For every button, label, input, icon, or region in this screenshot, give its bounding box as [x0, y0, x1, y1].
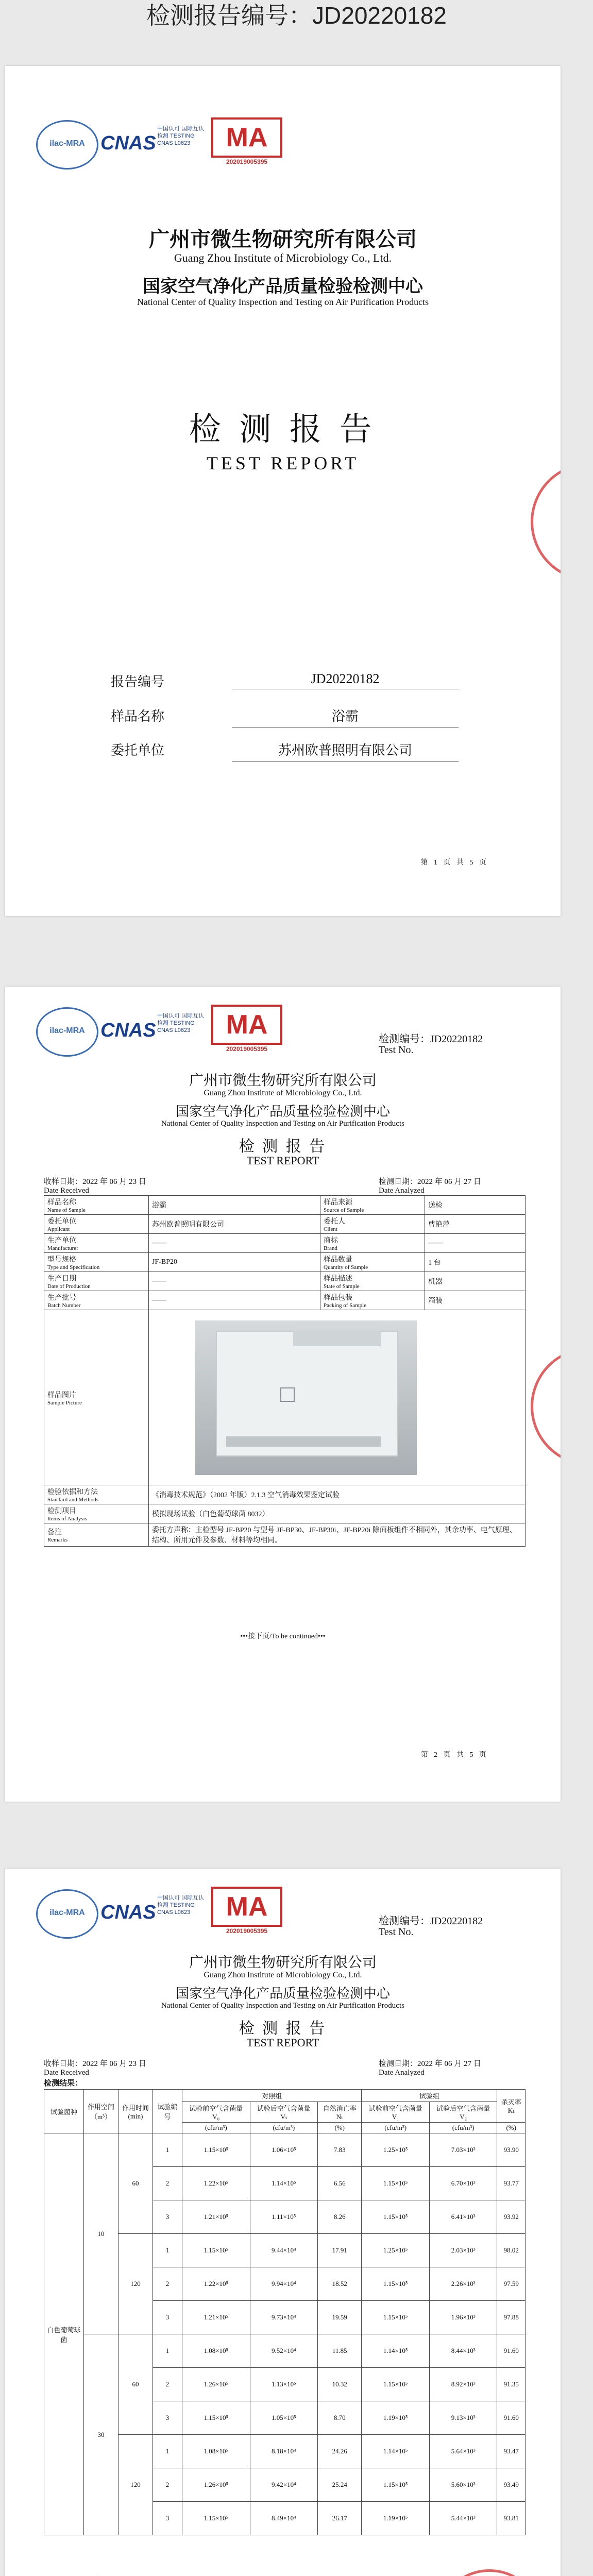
cell-label-en: Brand — [324, 1245, 337, 1251]
table-cell: 1.14×10⁵ — [362, 2334, 430, 2368]
unit-pct: (%) — [497, 2123, 526, 2133]
panel-logo — [280, 1387, 295, 1402]
table-cell: 8.18×10⁴ — [250, 2435, 318, 2468]
header-v0-symbol: V₀ — [212, 2113, 220, 2121]
date-received-cn: 收样日期：2022 年 06 月 23 日 — [44, 2060, 146, 2068]
cell-label: 检验依据和方法 — [47, 1488, 98, 1496]
header-test: 试验组 — [362, 2090, 497, 2102]
cell-label-en: Quantity of Sample — [324, 1264, 368, 1270]
table-cell: 1.14×10⁵ — [250, 2167, 318, 2200]
cell-space: 30 — [84, 2334, 118, 2535]
cell-label-en: Manufacturer — [47, 1245, 78, 1251]
logo-bar — [36, 1884, 325, 1941]
logo-bar — [36, 1002, 325, 1059]
table-cell: 17.91 — [318, 2234, 362, 2267]
unit-cfu: (cfu/m³) — [429, 2123, 497, 2133]
test-number-cn: 检测编号：JD20220182 — [379, 1916, 483, 1927]
header-kt-symbol: Kₜ — [507, 2107, 515, 2114]
date-analyzed — [379, 2058, 481, 2077]
cnas-logo: CNAS — [100, 132, 156, 154]
table-cell: 9.73×10⁴ — [250, 2301, 318, 2334]
cnas-logo: CNAS — [100, 1020, 156, 1041]
table-cell: 7.83 — [318, 2133, 362, 2167]
cell-value: 委托方声称：主检型号 JF-BP20 与型号 JF-BP30、JF-BP30i、JF-BP20i 除面板组件不相同外，其余功率、电气原理、结构、所用元件及参数、材料等均相同。 — [149, 1523, 526, 1547]
header-nt-symbol: Nₜ — [336, 2113, 343, 2121]
table-cell: 24.26 — [318, 2435, 362, 2468]
header-kt: 杀灭率 — [501, 2098, 521, 2106]
field-label: 报告编号 — [111, 674, 165, 689]
cnas-caption: 中国认可 国际互认 检测 TESTING CNAS L0623 — [157, 1013, 205, 1033]
table-cell: 18.52 — [318, 2267, 362, 2301]
sample-photo — [195, 1320, 417, 1475]
cell-value: 机器 — [425, 1272, 526, 1291]
center-name-cn: 国家空气净化产品质量检验检测中心 — [143, 277, 423, 296]
cell-label: 型号规格 — [47, 1256, 76, 1264]
header-vt: 试验后空气含菌量 — [257, 2105, 311, 2112]
cnas-caption: 中国认可 国际互认 检测 TESTING CNAS L0623 — [157, 1895, 205, 1916]
table-cell: 2.03×10³ — [429, 2234, 497, 2267]
cell-label-en: State of Sample — [324, 1283, 360, 1290]
table-cell: 93.77 — [497, 2167, 526, 2200]
cell-value: 浴霸 — [149, 1196, 320, 1215]
official-seal — [435, 2569, 544, 2576]
table-cell: 9.44×10⁴ — [250, 2234, 318, 2267]
cma-logo: MA — [211, 1005, 282, 1045]
cell-strain: 白色葡萄球菌 — [44, 2133, 84, 2535]
table-cell: 2 — [153, 2167, 182, 2200]
title-cn: 检 测 报 告 — [239, 1138, 327, 1155]
date-analyzed-en: Date Analyzed — [379, 2069, 425, 2077]
institute-name-cn: 广州市微生物研究所有限公司 — [189, 1955, 377, 1971]
table-row — [44, 2133, 526, 2167]
table-row — [44, 2334, 526, 2368]
institute-name-cn: 广州市微生物研究所有限公司 — [149, 228, 417, 251]
table-cell: 8.49×10⁴ — [250, 2502, 318, 2535]
table-cell: 1.21×10⁵ — [182, 2200, 250, 2234]
cell-label: 检测项目 — [47, 1507, 76, 1515]
cell-time: 120 — [118, 2435, 153, 2535]
date-received — [44, 1176, 146, 1195]
table-cell: 98.02 — [497, 2234, 526, 2267]
table-cell: 93.92 — [497, 2200, 526, 2234]
table-cell: 7.03×10³ — [429, 2133, 497, 2167]
cell-value: 模拟现场试验（白色葡萄球菌 8032） — [149, 1504, 526, 1523]
cnas-logo: CNAS — [100, 1902, 156, 1923]
results-label: 检测结果： — [44, 2079, 83, 2088]
table-cell: 1.15×10⁵ — [362, 2167, 430, 2200]
field-label: 委托单位 — [111, 743, 165, 758]
continued-note: •••接下页/To be continued••• — [240, 1633, 326, 1640]
table-cell: 1.25×10⁵ — [362, 2133, 430, 2167]
center-name-cn: 国家空气净化产品质量检验检测中心 — [175, 1986, 390, 2001]
header-vt-symbol: Vₜ — [280, 2113, 287, 2121]
cell-label-en: Applicant — [47, 1226, 70, 1232]
table-cell: 1.21×10⁵ — [182, 2301, 250, 2334]
cell-label-en: Remarks — [47, 1537, 68, 1543]
header-nt: 自然消亡率 — [323, 2105, 357, 2112]
table-cell: 5.64×10³ — [429, 2435, 497, 2468]
table-cell: 1.22×10⁵ — [182, 2267, 250, 2301]
table-cell: 8.44×10³ — [429, 2334, 497, 2368]
page-cover — [5, 66, 561, 916]
date-analyzed — [379, 1176, 481, 1195]
table-cell: 6.56 — [318, 2167, 362, 2200]
unit-cfu: (cfu/m³) — [362, 2123, 430, 2133]
institute-name-en: Guang Zhou Institute of Microbiology Co., Ltd. — [204, 1971, 362, 1979]
center-name-cn: 国家空气净化产品质量检验检测中心 — [175, 1104, 390, 1119]
table-cell: 9.42×10⁴ — [250, 2468, 318, 2502]
cell-label: 生产日期 — [47, 1275, 76, 1283]
cover-title-cn: 检 测 报 告 — [189, 412, 377, 447]
test-number-en: Test No. — [379, 1044, 414, 1056]
table-cell: 19.59 — [318, 2301, 362, 2334]
cell-label-en: Standard and Methods — [47, 1497, 98, 1503]
table-cell: 1.08×10⁵ — [182, 2334, 250, 2368]
cell-label: 样品数量 — [324, 1256, 352, 1264]
cell-label: 样品图片 — [47, 1391, 76, 1399]
table-cell: 1 — [153, 2133, 182, 2167]
cma-number: 202019005395 — [226, 1045, 268, 1053]
field-sample-name — [111, 701, 477, 727]
date-analyzed-en: Date Analyzed — [379, 1187, 425, 1195]
cma-logo: MA — [211, 1887, 282, 1927]
table-cell: 91.60 — [497, 2401, 526, 2435]
table-cell: 1.15×10⁵ — [182, 2133, 250, 2167]
table-cell: 5.60×10³ — [429, 2468, 497, 2502]
table-cell: 1 — [153, 2334, 182, 2368]
date-analyzed-cn: 检测日期：2022 年 06 月 27 日 — [379, 1178, 481, 1186]
table-cell: 93.81 — [497, 2502, 526, 2535]
cell-value: 苏州欧普照明有限公司 — [149, 1215, 320, 1234]
table-cell: 93.49 — [497, 2468, 526, 2502]
table-cell: 97.59 — [497, 2267, 526, 2301]
sample-picture-cell — [149, 1310, 526, 1485]
table-cell: 10.32 — [318, 2368, 362, 2401]
header-v1-symbol: V₁ — [392, 2113, 399, 2121]
viewer-title: 检测报告编号：JD20220182 — [146, 2, 447, 29]
table-cell: 26.17 — [318, 2502, 362, 2535]
table-cell: 1.13×10⁵ — [250, 2368, 318, 2401]
cma-number: 202019005395 — [226, 158, 268, 165]
cell-label: 生产批号 — [47, 1294, 76, 1302]
table-cell: 1.15×10⁵ — [362, 2368, 430, 2401]
table-cell: 1.26×10⁵ — [182, 2368, 250, 2401]
table-cell: 9.52×10⁴ — [250, 2334, 318, 2368]
cell-space: 10 — [84, 2133, 118, 2334]
table-cell: 1.15×10⁵ — [182, 2401, 250, 2435]
table-cell: 1.15×10⁵ — [362, 2200, 430, 2234]
header-strain: 试验菌种 — [44, 2090, 84, 2133]
cell-value: —— — [149, 1234, 320, 1253]
table-cell: 6.41×10³ — [429, 2200, 497, 2234]
table-cell: 93.90 — [497, 2133, 526, 2167]
table-cell: 1.15×10⁵ — [362, 2468, 430, 2502]
cell-label-en: Sample Picture — [47, 1399, 82, 1406]
table-cell: 97.88 — [497, 2301, 526, 2334]
ilac-mra-logo: ilac-MRA — [36, 1007, 98, 1057]
test-number-cn: 检测编号：JD20220182 — [379, 1033, 483, 1045]
table-cell: 1.19×10⁵ — [362, 2401, 430, 2435]
cell-value: —— — [149, 1291, 320, 1310]
cell-label-en: Items of Analysis — [47, 1516, 87, 1522]
cell-time: 120 — [118, 2234, 153, 2334]
header-v1: 试验前空气含菌量 — [368, 2105, 422, 2112]
table-cell: 8.92×10³ — [429, 2368, 497, 2401]
title-en: TEST REPORT — [246, 1154, 319, 1167]
ilac-mra-logo: ilac-MRA — [36, 120, 98, 170]
table-cell: 91.35 — [497, 2368, 526, 2401]
table-cell: 1.15×10⁵ — [362, 2301, 430, 2334]
unit-cfu: (cfu/m³) — [182, 2123, 250, 2133]
table-cell: 1.08×10⁵ — [182, 2435, 250, 2468]
cell-label-en: Date of Production — [47, 1283, 91, 1290]
cell-label: 样品描述 — [324, 1275, 352, 1283]
table-cell: 3 — [153, 2301, 182, 2334]
table-cell: 1.14×10⁵ — [362, 2435, 430, 2468]
cell-label: 样品名称 — [47, 1199, 76, 1207]
table-cell: 9.94×10⁴ — [250, 2267, 318, 2301]
cell-value: 送检 — [425, 1196, 526, 1215]
table-cell: 6.70×10³ — [429, 2167, 497, 2200]
table-cell: 2 — [153, 2267, 182, 2301]
date-received-en: Date Received — [44, 2069, 89, 2077]
field-report-no — [111, 666, 477, 693]
center-name-en: National Center of Quality Inspection and Testing on Air Purification Products — [161, 1120, 404, 1128]
header-time: 作用时间(min) — [118, 2090, 153, 2133]
unit-pct: (%) — [318, 2123, 362, 2133]
results-body — [44, 2133, 526, 2535]
cell-label: 备注 — [47, 1529, 62, 1536]
table-cell: 1.06×10⁵ — [250, 2133, 318, 2167]
table-cell: 1 — [153, 2435, 182, 2468]
cma-logo: MA — [211, 117, 282, 158]
cell-value: JF-BP20 — [149, 1253, 320, 1272]
panel-grille — [226, 1436, 381, 1447]
table-cell: 1.15×10⁵ — [182, 2234, 250, 2267]
header-no: 试验编号 — [153, 2090, 182, 2133]
page-results — [5, 1869, 561, 2576]
cell-value: —— — [149, 1272, 320, 1291]
logo-bar — [36, 115, 325, 172]
cell-label: 样品包装 — [324, 1294, 352, 1302]
table-cell: 2.26×10³ — [429, 2267, 497, 2301]
table-cell: 1.11×10⁵ — [250, 2200, 318, 2234]
table-cell: 3 — [153, 2401, 182, 2435]
results-table — [44, 2089, 526, 2535]
table-cell: 93.47 — [497, 2435, 526, 2468]
date-received — [44, 2058, 146, 2077]
cell-label: 委托人 — [324, 1218, 345, 1226]
table-cell: 1.15×10⁵ — [182, 2502, 250, 2535]
cell-label-en: Name of Sample — [47, 1207, 86, 1213]
date-received-en: Date Received — [44, 1187, 89, 1195]
cell-value: 曹艳萍 — [425, 1215, 526, 1234]
cell-value: 箱装 — [425, 1291, 526, 1310]
ilac-mra-logo: ilac-MRA — [36, 1889, 98, 1939]
cell-time: 60 — [118, 2334, 153, 2435]
center-name-en: National Center of Quality Inspection and Testing on Air Purification Products — [137, 297, 429, 307]
header-v0: 试验前空气含菌量 — [189, 2105, 243, 2112]
unit-cfu: (cfu/m³) — [250, 2123, 318, 2133]
table-cell: 25.24 — [318, 2468, 362, 2502]
center-name-en: National Center of Quality Inspection and Testing on Air Purification Products — [161, 2002, 404, 2010]
page-number: 第 1 页 共 5 页 — [420, 859, 488, 867]
table-cell: 1 — [153, 2234, 182, 2267]
cover-title-en: TEST REPORT — [206, 453, 360, 473]
table-cell: 1.19×10⁵ — [362, 2502, 430, 2535]
table-cell: 3 — [153, 2200, 182, 2234]
title-en: TEST REPORT — [246, 2036, 319, 2049]
table-cell: 8.70 — [318, 2401, 362, 2435]
cell-label: 样品来源 — [324, 1199, 352, 1207]
header-control: 对照组 — [182, 2090, 362, 2102]
cell-label: 商标 — [324, 1237, 338, 1245]
cell-label: 委托单位 — [47, 1218, 76, 1226]
field-label: 样品名称 — [111, 709, 165, 724]
cell-value: —— — [425, 1234, 526, 1253]
table-cell: 3 — [153, 2502, 182, 2535]
table-cell: 8.26 — [318, 2200, 362, 2234]
field-value: 浴霸 — [232, 706, 459, 727]
seam-stamp — [531, 1347, 561, 1466]
cell-value: 1 台 — [425, 1253, 526, 1272]
cma-number: 202019005395 — [226, 1927, 268, 1935]
table-cell: 1.96×10³ — [429, 2301, 497, 2334]
cnas-caption: 中国认可 国际互认 检测 TESTING CNAS L0623 — [157, 126, 205, 146]
page-sample-info — [5, 987, 561, 1802]
panel-vent — [293, 1331, 381, 1346]
field-value: JD20220182 — [232, 671, 459, 689]
table-cell: 1.05×10⁵ — [250, 2401, 318, 2435]
field-applicant — [111, 735, 477, 761]
table-cell: 11.85 — [318, 2334, 362, 2368]
cell-label-en: Client — [324, 1226, 337, 1232]
table-cell: 1.22×10⁵ — [182, 2167, 250, 2200]
title-cn: 检 测 报 告 — [239, 2020, 327, 2037]
header-v2-symbol: V₂ — [460, 2113, 467, 2121]
institute-name-en: Guang Zhou Institute of Microbiology Co., Ltd. — [174, 251, 392, 264]
test-number-en: Test No. — [379, 1926, 414, 1938]
date-analyzed-cn: 检测日期：2022 年 06 月 27 日 — [379, 2060, 481, 2068]
cell-time: 60 — [118, 2133, 153, 2234]
seam-stamp — [531, 463, 561, 581]
table-cell: 1.26×10⁵ — [182, 2468, 250, 2502]
cell-label-en: Type and Specification — [47, 1264, 100, 1270]
cell-label-en: Packing of Sample — [324, 1302, 367, 1309]
cell-label-en: Source of Sample — [324, 1207, 364, 1213]
table-cell: 2 — [153, 2468, 182, 2502]
field-value: 苏州欧普照明有限公司 — [232, 740, 459, 761]
date-received-cn: 收样日期：2022 年 06 月 23 日 — [44, 1178, 146, 1186]
table-cell: 1.25×10⁵ — [362, 2234, 430, 2267]
table-cell: 91.60 — [497, 2334, 526, 2368]
header-space: 作用空间（m³） — [84, 2090, 118, 2133]
cell-label: 生产单位 — [47, 1237, 76, 1245]
institute-name-cn: 广州市微生物研究所有限公司 — [189, 1073, 377, 1089]
sample-info-table — [44, 1195, 526, 1547]
table-cell: 1.15×10⁵ — [362, 2267, 430, 2301]
cell-label-en: Batch Number — [47, 1302, 81, 1309]
header-v2: 试验后空气含菌量 — [436, 2105, 490, 2112]
cell-value: 《消毒技术规范》（2002 年版）2.1.3 空气消毒效果鉴定试验 — [149, 1485, 526, 1504]
institute-name-en: Guang Zhou Institute of Microbiology Co., Ltd. — [204, 1089, 362, 1097]
table-cell: 9.13×10³ — [429, 2401, 497, 2435]
page-number: 第 2 页 共 5 页 — [420, 1751, 488, 1759]
table-cell: 2 — [153, 2368, 182, 2401]
table-cell: 5.44×10³ — [429, 2502, 497, 2535]
